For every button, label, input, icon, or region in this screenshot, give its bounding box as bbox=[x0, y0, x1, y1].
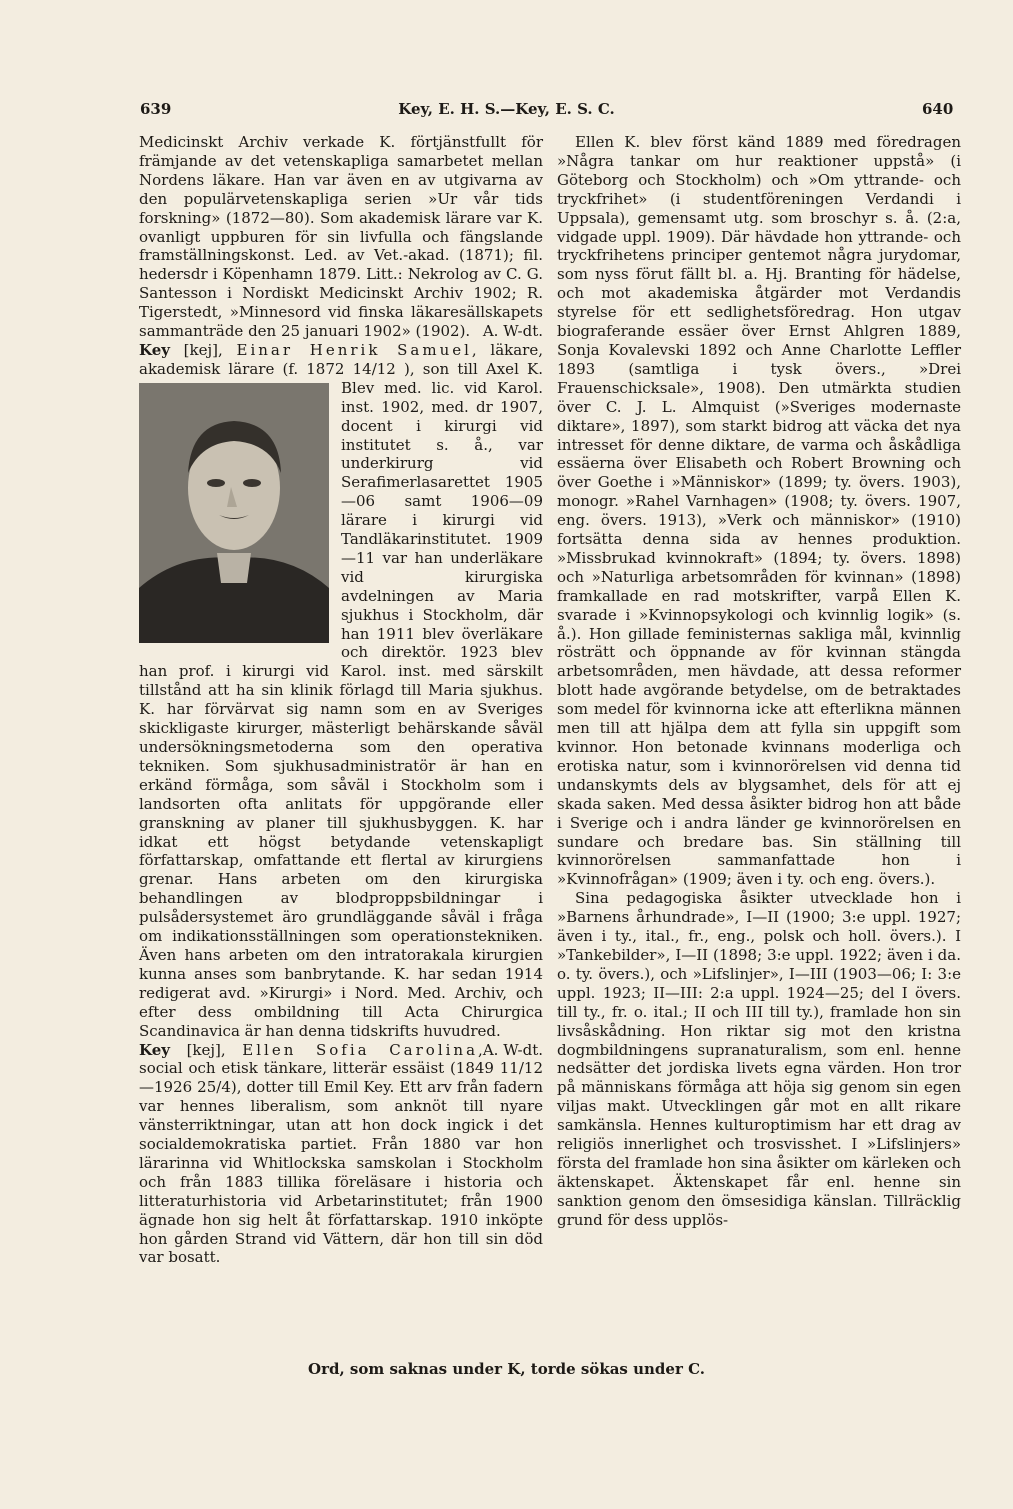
ellen-birth-date: 11/12 bbox=[499, 1059, 543, 1078]
running-title: Key, E. H. S.—Key, E. S. C. bbox=[398, 100, 615, 118]
ellen-text-1: , social och etisk tänkare, litterär essäist (1849 bbox=[139, 1040, 500, 1078]
signature-awdt-1: A. W-dt. bbox=[482, 322, 543, 341]
headword-key-ellen: Key bbox=[139, 1040, 170, 1059]
ellen-death-date: 25/4 bbox=[197, 1078, 231, 1097]
ellen-text-2: —1926 bbox=[139, 1078, 198, 1097]
einar-birth-date: 14/12 bbox=[352, 359, 396, 378]
ellen-full-name: Ellen Sofia Carolina bbox=[242, 1040, 479, 1059]
signature-awdt-2: A. W-dt. bbox=[482, 1040, 543, 1059]
left-column bbox=[139, 133, 543, 1267]
ellen-key-article-start bbox=[139, 1041, 543, 1268]
right-column bbox=[557, 133, 961, 1230]
axel-key-article-end bbox=[139, 133, 543, 341]
ellen-key-paragraph-1: Ellen K. blev först känd 1889 med föredragen »Några tankar om hur reaktioner uppstå» (i Göteborg och Stockholm) och »Om yttrande- och tryckfrihet» (i studentföreningen Verdandi i Uppsala), gemensamt utg. som broschyr s. å. (2:a, vidgade uppl. 1909). Där hävdade hon yttrande- och tryckfrihetens principer gentemot några jurydomar, som nyss förut fällt bl. a. Hj. Branting för hädelse, och mot akademiska åtgärder mot Verdandis styrelse för ett sedlighetsföredrag. Hon utgav biograferande essäer över Ernst Ahlgren 1889, Sonja Kovalevski 1892 och Anne Charlotte Leffler 1893 (samtliga i tysk övers., »Drei Frauenschicksale», 1908). Den utmärkta studien över C. J. L. Almquist (»Sveriges modernaste diktare», 1897), som starkt bidrog att väcka det nya intresset för denne diktare, de varma och åskådliga essäerna över Elisabeth och Robert Browning och över Goethe i »Människor» (1899; ty. övers. 1903), monogr. »Rahel Varnhagen» (1908; ty. övers. 1907, eng. övers. 1913), »Verk och människor» (1910) fortsätta denna sida av hennes produktion. »Missbrukad kvinnokraft» (1894; ty. övers. 1898) och »Naturliga arbetsområden för kvinnan» (1898) framkallade en rad motskrifter, varpå Ellen K. svarade i »Kvinnopsykologi och kvinnlig logik» (s. å.). Hon gillade feministernas sakliga mål, kvinnlig rösträtt och öppnande av för kvinnan stängda arbetsområden, men hävdade, att dessa reformer blott hade avgörande betydelse, om de betraktades som medel för kvinnorna icke att efterlikna männen men till att hjälpa dem att fylla sin uppgift som kvinnor. Hon betonade kvinnans moderliga och erotiska natur, som i kvinnorörelsen vid denna tid undanskymts dels av blygsamhet, dels för att ej skada saken. Med dessa åsikter bidrog hon att både i Sverige och i andra länder ge kvinnorörelsen en sundare och bredare bas. Sin ställning till kvinnorörelsen sammanfattade hon i »Kvinnofrågan» (1909; även i ty. och eng. övers.). bbox=[557, 133, 961, 889]
footer-note: Ord, som saknas under K, torde sökas under C. bbox=[308, 1360, 705, 1378]
pronunciation-ellen: [kej], bbox=[169, 1040, 243, 1059]
page-number-left: 639 bbox=[140, 100, 172, 118]
ellen-key-paragraph-2: Sina pedagogiska åsikter utvecklade hon i »Barnens århundrade», I—II (1900; 3:e uppl. 1927; även i ty., ital., fr., eng., polsk och holl. övers.). I »Tankebilder», I—II (1898; 3:e uppl. 1922; även i da. o. ty. övers.), och »Lifslinjer», I—III (1903—06; I: 3:e uppl. 1923; II—III: 2:a uppl. 1924—25; del I övers. till ty., fr. o. ital.; II och III till ty.), framlade hon sin livsåskådning. Hon riktar sig mot den kristna dogmbildningens supranaturalism, som enl. henne nedsätter det jordiska livets egna värden. Hon tror på människans förmåga att höja sig genom sin egen viljas makt. Utvecklingen går mot en allt rikare samkänsla. Hennes kulturoptimism har ett drag av religiös innerlighet och trosvisshet. I »Lifslinjers» första del framlade hon sina åsikter om kärleken och äktenskapet. Äktenskapet får enl. henne sin sanktion genom den ömsesidiga känslan. Tillräcklig grund för dess upplös- bbox=[557, 889, 961, 1229]
portrait-photo bbox=[139, 383, 329, 643]
portrait-photo-image bbox=[139, 383, 329, 643]
ellen-text-3: ), dotter till Emil Key. Ett arv från fadern var hennes liberalism, som anknöt till nyare vänsterriktningar, utan att hon dock ingick i det socialdemokratiska partiet. Från 1880 var hon lärarinna vid Whitlockska samskolan i Stockholm och från 1883 tillika föreläsare i historia och litteraturhistoria vid Arbetarinstitutet; från 1900 ägnade hon sig helt åt författarskap. 1910 inköpte hon gården Strand vid Vättern, där hon till sin död var bosatt. bbox=[139, 1078, 543, 1267]
einar-text-1: , läkare, akademisk lärare (f. 1872 bbox=[139, 340, 543, 378]
einar-text-2: ), son till Axel K. Blev med. lic. vid Karol. inst. 1902, med. dr 1907, docent i kirurgi vid institutet s. å., var underkirurg vid Serafimerlasarettet 1905—06 samt 1906—09 lärare i kirurgi vid Tandläkarinstitutet. 1909—11 var han underläkare vid kirurgiska avdelningen av Maria sjukhus i Stockholm, där han 1911 blev överläkare och direktör. 1923 blev han prof. i kirurgi vid Karol. inst. med särskilt tillstånd att ha sin klinik förlagd till Maria sjukhus. K. har förvärvat sig namn som en av Sveriges skickligaste kirurger, mästerligt behärskande såväl undersökningsmetoderna som den operativa tekniken. Som sjukhusadministratör är han en erkänd förmåga, som såväl i Stockholm som i landsorten ofta anlitats för uppgörande eller granskning av planer till sjukhusbyggen. K. har idkat ett högst betydande vetenskapligt författarskap, omfattande ett flertal av kirurgiens grenar. Hans arbeten om den kirurgiska behandlingen av blodproppsbildningar i pulsådersystemet äro grundläggande såväl i fråga om indikationsställningen som operationstekniken. Även hans arbeten om den intratorakala kirurgien kunna anses som banbrytande. K. har sedan 1914 redigerat avd. »Kirurgi» i Nord. Med. Archiv, och efter dess ombildning till Acta Chirurgica Scandinavica är han denna tidskrifts huvudred. bbox=[139, 359, 543, 1040]
headword-key-einar: Key bbox=[139, 340, 170, 359]
pronunciation-einar: [kej], bbox=[169, 340, 237, 359]
page-number-right: 640 bbox=[922, 100, 954, 118]
axel-key-text: Medicinskt Archiv verkade K. förtjänstfullt för främjande av det vetenskapliga samarbetet mellan Nordens läkare. Han var även en av utgivarna av den populärvetenskapliga serien »Ur vår tids forskning» (1872—80). Som akademisk lärare var K. ovanligt uppburen för sin livfulla och fängslande framställningskonst. Led. av Vet.-akad. (1871); fil. hedersdr i Köpenhamn 1879. Litt.: Nekrolog av C. G. Santesson i Nordiskt Medicinskt Archiv 1902; R. Tigerstedt, »Minnesord vid finska läkaresällskapets sammanträde den 25 januari 1902» (1902). bbox=[139, 133, 543, 341]
einar-full-name: Einar Henrik Samuel bbox=[236, 340, 472, 359]
